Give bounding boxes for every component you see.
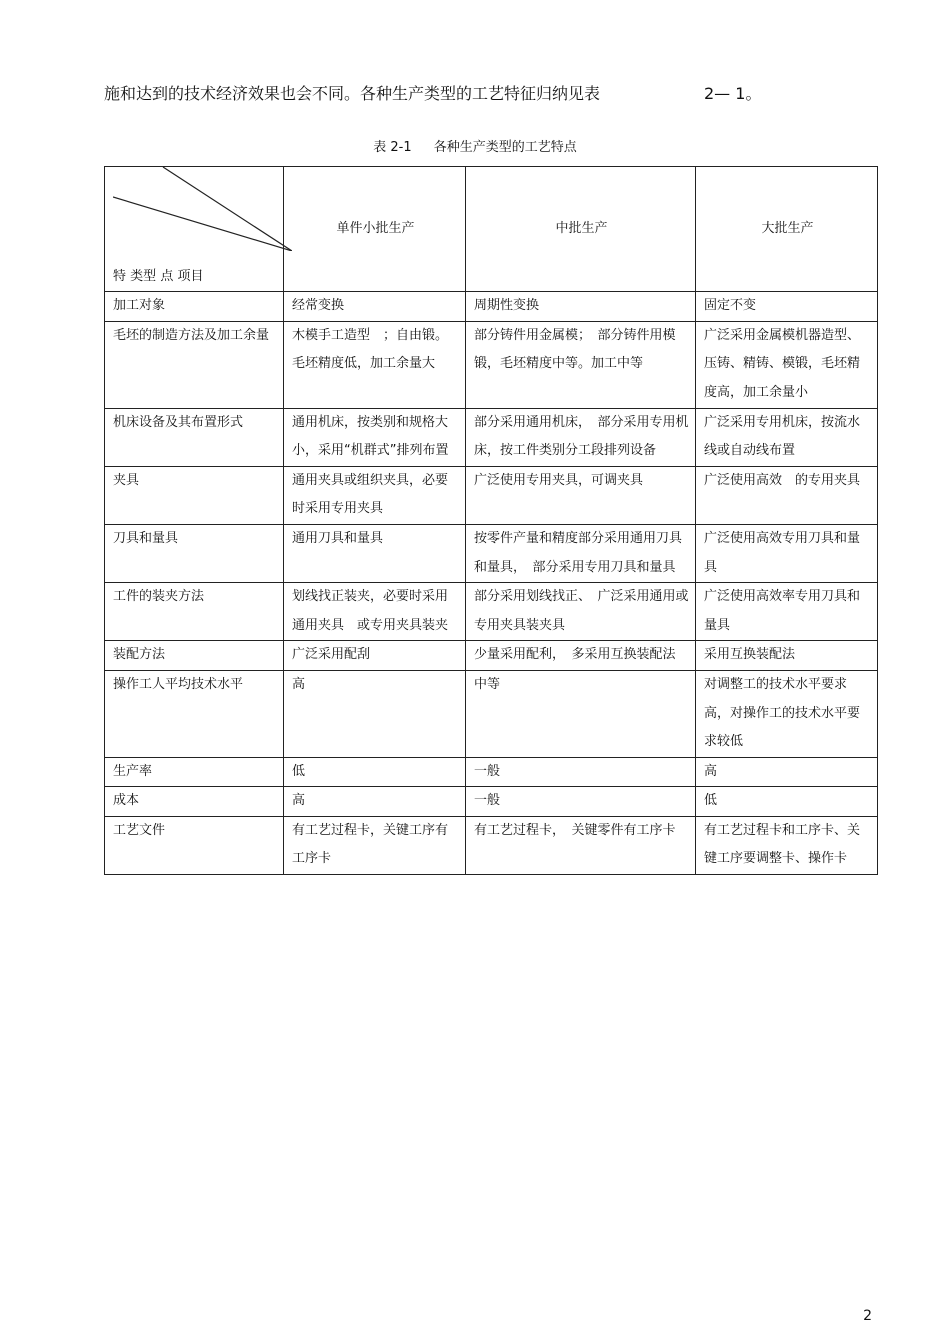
column-header-mass-production: 大批生产 [696,167,878,292]
table-cell: 低 [284,757,466,787]
table-cell: 通用夹具或组织夹具，必要时采用专用夹具 [284,466,466,524]
table-row [105,583,878,641]
table-cell: 周期性变换 [466,292,696,322]
row-item: 机床设备及其布置形式 [105,408,284,466]
table-cell: 有工艺过程卡， 关键零件有工序卡 [466,816,696,874]
table-cell: 部分采用划线找正、 广泛采用通用或专用夹具装夹具 [466,583,696,641]
table-cell: 广泛使用高效专用刀具和量具 [696,524,878,582]
table-cell: 通用机床，按类别和规格大小，采用“机群式”排列布置 [284,408,466,466]
table-cell: 广泛使用专用夹具，可调夹具 [466,466,696,524]
table-caption [0,138,950,158]
table-row [105,757,878,787]
table-header-row [105,167,878,292]
table-cell: 按零件产量和精度部分采用通用刀具和量具， 部分采用专用刀具和量具 [466,524,696,582]
table-cell: 低 [696,787,878,817]
table-number: 表 2-1 [373,140,412,155]
table-row [105,524,878,582]
column-header-single-small-batch: 单件小批生产 [284,167,466,292]
column-header-medium-batch: 中批生产 [466,167,696,292]
table-cell: 高 [696,757,878,787]
row-item: 工件的装夹方法 [105,583,284,641]
table-body [105,292,878,875]
table-row [105,641,878,671]
table-cell: 广泛使用高效 的专用夹具 [696,466,878,524]
table-cell: 广泛采用配刮 [284,641,466,671]
table-cell: 划线找正装夹，必要时采用通用夹具 或专用夹具装夹 [284,583,466,641]
table-cell: 一般 [466,787,696,817]
row-item: 装配方法 [105,641,284,671]
page-number: 2 [863,1308,872,1324]
row-item: 刀具和量具 [105,524,284,582]
diagonal-corner-cell [105,167,284,292]
row-item: 毛坯的制造方法及加工余量 [105,321,284,408]
process-characteristics-table [104,166,878,875]
corner-label-type: 类型 [130,268,157,284]
table-cell: 对调整工的技术水平要求高，对操作工的技术水平要求较低 [696,670,878,757]
table-cell: 经常变换 [284,292,466,322]
table-cell: 通用刀具和量具 [284,524,466,582]
table-cell: 广泛采用专用机床，按流水线或自动线布置 [696,408,878,466]
corner-label-item: 项目 [177,268,204,284]
table-cell: 高 [284,787,466,817]
corner-label-feature: 特 [113,268,127,284]
row-item: 加工对象 [105,292,284,322]
table-row [105,466,878,524]
table-row [105,787,878,817]
table-cell: 部分采用通用机床， 部分采用专用机床，按工件类别分工段排列设备 [466,408,696,466]
table-row [105,816,878,874]
row-item: 工艺文件 [105,816,284,874]
table-cell: 部分铸件用金属模； 部分铸件用模锻，毛坯精度中等。加工中等 [466,321,696,408]
table-row [105,292,878,322]
row-item: 夹具 [105,466,284,524]
intro-paragraph [104,82,864,106]
table-cell: 少量采用配利， 多采用互换装配法 [466,641,696,671]
table-cell: 固定不变 [696,292,878,322]
table-cell: 广泛采用金属模机器造型、压铸、精铸、模锻，毛坯精度高，加工余量小 [696,321,878,408]
row-item: 操作工人平均技术水平 [105,670,284,757]
diagonal-lines [113,167,292,251]
table-row [105,408,878,466]
intro-text: 施和达到的技术经济效果也会不同。各种生产类型的工艺特征归纳见表 [104,84,601,103]
table-cell: 中等 [466,670,696,757]
table-cell: 一般 [466,757,696,787]
table-cell: 采用互换装配法 [696,641,878,671]
table-cell: 广泛使用高效率专用刀具和量具 [696,583,878,641]
table-row [105,670,878,757]
corner-label-point: 点 [160,268,174,284]
intro-table-reference: 2— 1。 [704,84,762,103]
table-row [105,321,878,408]
table-title: 各种生产类型的工艺特点 [433,140,577,155]
row-item: 生产率 [105,757,284,787]
table-cell: 有工艺过程卡和工序卡、关键工序要调整卡、操作卡 [696,816,878,874]
table-cell: 高 [284,670,466,757]
table-cell: 木模手工造型 ；自由锻。毛坯精度低，加工余量大 [284,321,466,408]
row-item: 成本 [105,787,284,817]
table-cell: 有工艺过程卡，关键工序有工序卡 [284,816,466,874]
